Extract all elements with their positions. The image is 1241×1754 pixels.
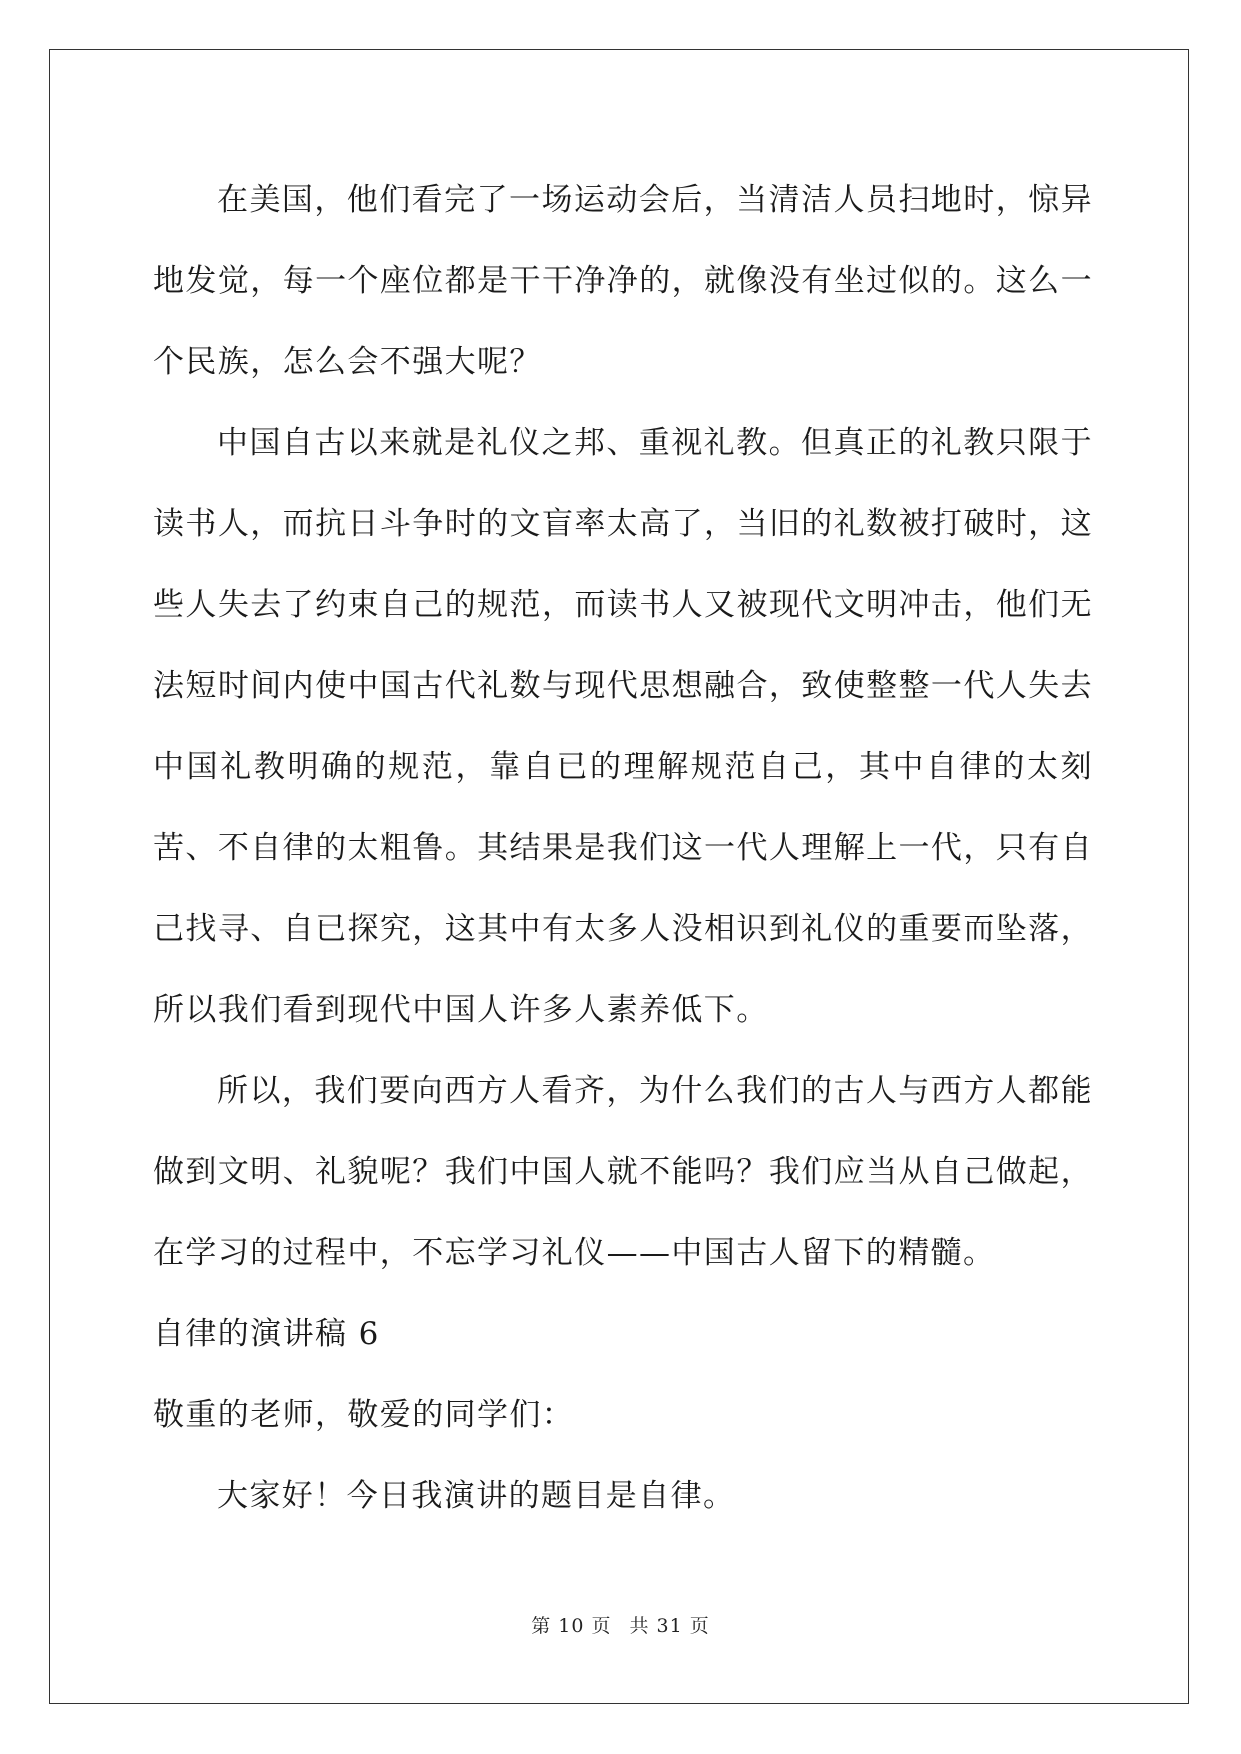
page-footer — [0, 1611, 1241, 1638]
opening-line: 大家好！今日我演讲的题目是自律。 — [217, 1478, 736, 1514]
page-total: 共 31 页 — [629, 1615, 710, 1637]
page-number: 第 10 页 — [531, 1615, 612, 1637]
paragraph-1: 在美国，他们看完了一场运动会后，当清洁人员扫地时，惊异地发觉，每一个座位都是干干净净的，就像没有坐过似的。这么一个民族，怎么会不强大呢？ — [153, 182, 1093, 380]
document-body — [153, 160, 1093, 1537]
paragraph-2: 中国自古以来就是礼仪之邦、重视礼教。但真正的礼教只限于读书人，而抗日斗争时的文盲率太高了，当旧的礼数被打破时，这些人失去了约束自己的规范，而读书人又被现代文明冲击，他们无法短时间内使中国古代礼数与现代思想融合，致使整整一代人失去中国礼教明确的规范，靠自已的理解规范自己，其中自律的太刻苦、不自律的太粗鲁。其结果是我们这一代人理解上一代，只有自己找寻、自已探究，这其中有太多人没相识到礼仪的重要而坠落，所以我们看到现代中国人许多人素养低下。 — [153, 425, 1093, 1028]
section-title: 自律的演讲稿 6 — [153, 1316, 380, 1352]
paragraph-3: 所以，我们要向西方人看齐，为什么我们的古人与西方人都能做到文明、礼貌呢？我们中国人就不能吗？我们应当从自己做起，在学习的过程中，不忘学习礼仪——中国古人留下的精髓。 — [153, 1073, 1093, 1271]
salutation: 敬重的老师，敬爱的同学们： — [153, 1397, 575, 1433]
